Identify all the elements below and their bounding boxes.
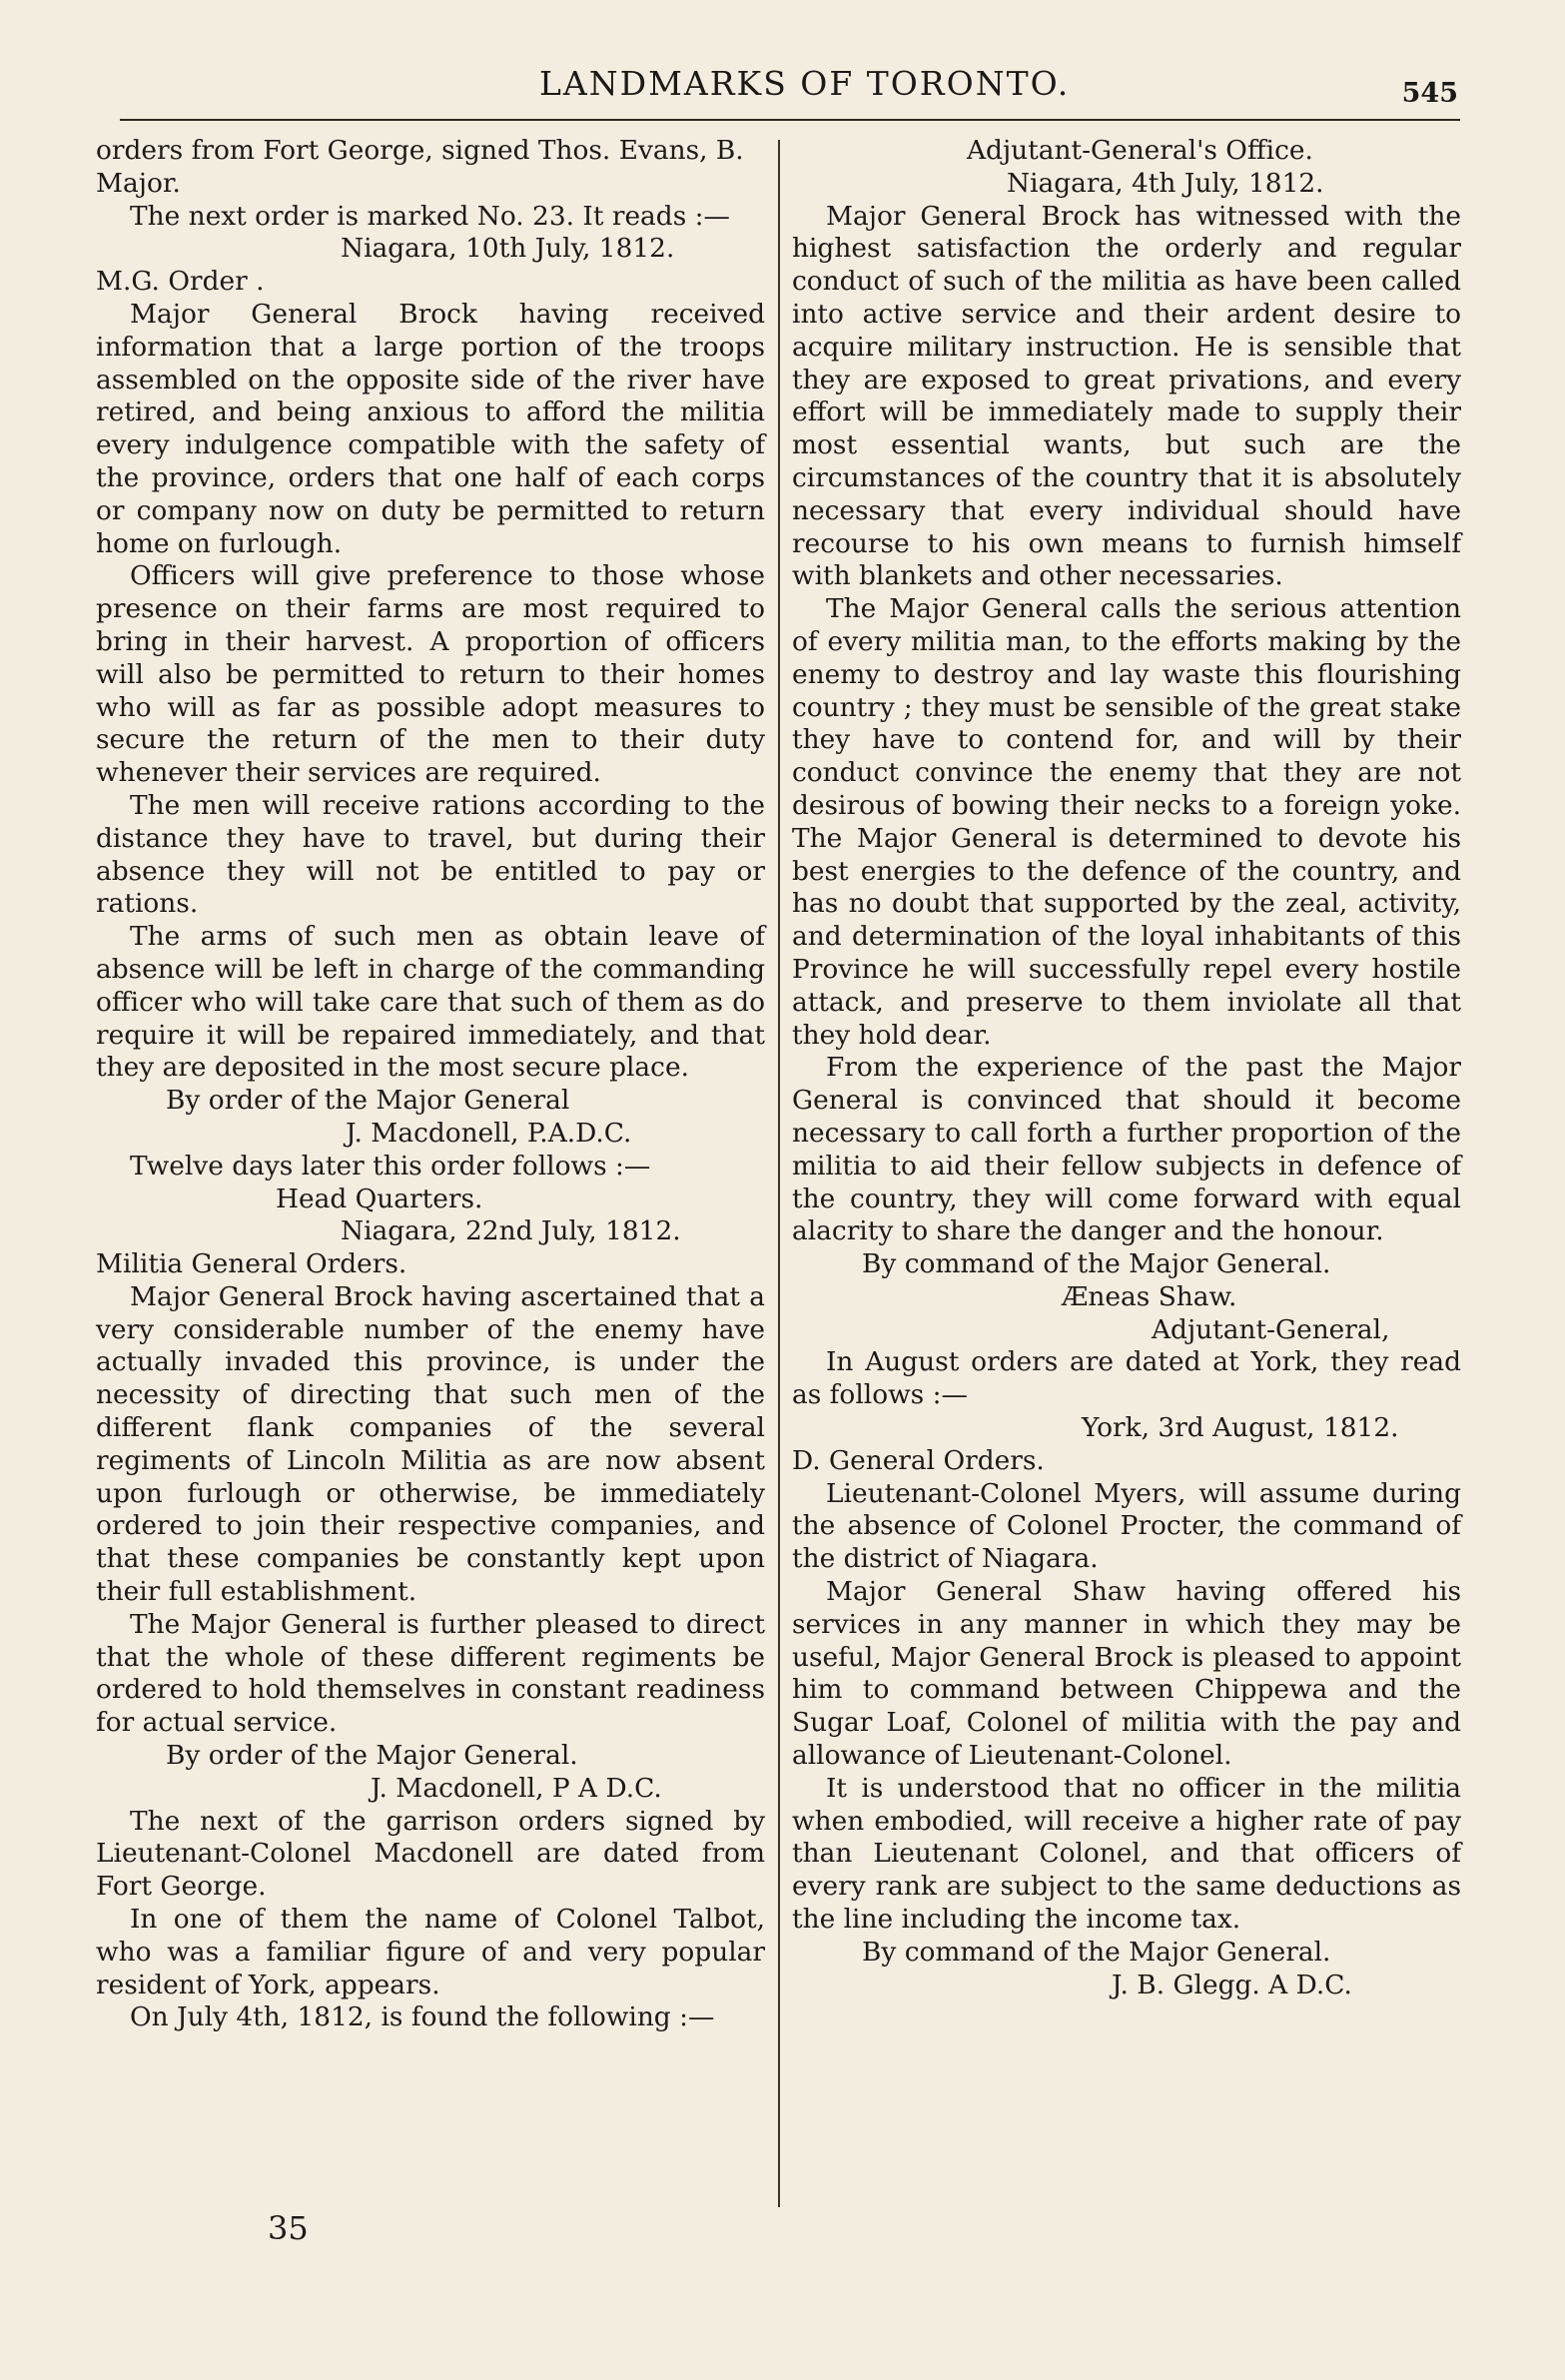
paragraph: The men will receive rations according to the distance they have to travel, but during their absence they will not be entitled to pay or rations.: [96, 789, 765, 920]
signature-mark: 35: [268, 2209, 309, 2247]
paragraph: Officers will give preference to those whose presence on their farms are most required to bring in their harvest. A proportion of officers will also be permitted to return to their homes who will as far as possible adopt measures to secure the return of the men to their duty whenever their services are required.: [96, 560, 765, 789]
right-column: [792, 135, 1461, 2001]
paragraph: Major General Shaw having offered his services in any manner in which they may be useful, Major General Brock is pleased to appoint him to command between Chippewa and the Sugar Loaf, Colonel of militia with the pay and allowance of Lieutenant-Colonel.: [792, 1576, 1461, 1772]
signatory: Æneas Shaw.: [1062, 1280, 1237, 1312]
paragraph: Twelve days later this order follows :—: [130, 1150, 651, 1182]
signatory: J. Macdonell, P.A.D.C.: [346, 1117, 632, 1149]
paragraph: The next order is marked No. 23. It reads :—: [130, 200, 730, 232]
running-title: LANDMARKS OF TORONTO.: [539, 64, 1071, 103]
paragraph: orders from Fort George, signed Thos. Evans, B. Major.: [96, 135, 744, 199]
signatory-title: Adjutant-General,: [1152, 1313, 1390, 1345]
paragraph: The next of the garrison orders signed by Lieutenant-Colonel Macdonell are dated from Fort George.: [96, 1805, 765, 1903]
heading: Adjutant-General's Office.: [967, 135, 1313, 166]
paragraph: It is understood that no officer in the militia when embodied, will receive a higher rate of pay than Lieutenant Colonel, and that officers of every rank are subject to the same deductions as the line including the income tax.: [792, 1772, 1461, 1936]
heading: Head Quarters.: [276, 1183, 483, 1214]
paragraph: In one of them the name of Colonel Talbot, who was a familiar figure of and very popular resident of York, appears.: [96, 1904, 765, 2000]
dateline: Niagara, 22nd July, 1812.: [341, 1215, 681, 1247]
paragraph: On July 4th, 1812, is found the following :—: [130, 2001, 715, 2033]
paragraph: Major General Brock having received information that a large portion of the troops assembled on the opposite side of the river have retired, and being anxious to afford the militia every indulgence compatible with the safety of the province, orders that one half of each corps or company now on duty be permitted to return home on furlough.: [96, 298, 765, 559]
order-byline: By command of the Major General.: [862, 1936, 1331, 1968]
order-byline: By order of the Major General.: [166, 1740, 578, 1772]
order-byline: By command of the Major General.: [862, 1248, 1331, 1280]
dateline: Niagara, 10th July, 1812.: [341, 233, 675, 265]
page-number: 545: [1401, 78, 1458, 109]
dateline: York, 3rd August, 1812.: [1082, 1412, 1399, 1444]
signatory: J. B. Glegg. A D.C.: [1112, 1969, 1352, 2000]
paragraph: Major General Brock having ascertained that a very considerable number of the enemy have actually invaded this province, is under the necessity of directing that such men of the different flank companies of the several regiments of Lincoln Militia as are now absent upon furlough or otherwise, be immediately ordered to join their respective companies, and that these companies be constantly kept upon their full establishment.: [96, 1280, 765, 1608]
order-heading: D. General Orders.: [792, 1444, 1045, 1476]
order-byline: By order of the Major General: [166, 1085, 570, 1117]
dateline: Niagara, 4th July, 1812.: [1007, 167, 1324, 199]
order-heading: M.G. Order .: [96, 266, 265, 298]
order-heading: Militia General Orders.: [96, 1248, 407, 1280]
paragraph: From the experience of the past the Major General is convinced that should it become necessary to call forth a further proportion of the militia to aid their fellow subjects in defence of the country, they will come forward with equal alacrity to share the danger and the honour.: [792, 1052, 1461, 1247]
paragraph: In August orders are dated at York, they read as follows :—: [792, 1346, 1461, 1411]
paragraph: The arms of such men as obtain leave of absence will be left in charge of the commanding officer who will take care that such of them as do require it will be repaired immediately, and that they are deposited in the most secure place.: [96, 921, 765, 1084]
paragraph: Lieutenant-Colonel Myers, will assume during the absence of Colonel Procter, the command of the district of Niagara.: [792, 1477, 1461, 1575]
signatory: J. Macdonell, P A D.C.: [371, 1772, 662, 1804]
left-column: [96, 135, 765, 2034]
column-divider: [778, 140, 780, 2207]
paragraph: The Major General calls the serious attention of every militia man, to the efforts making by the enemy to destroy and lay waste this flourishing country ; they must be sensible of the great stake they have to contend for, and will by their conduct convince the enemy that they are not desirous of bowing their necks to a foreign yoke. The Major General is determined to devote his best energies to the defence of the country, and has no doubt that supported by the zeal, activity, and determination of the loyal inhabitants of this Province he will successfully repel every hostile attack, and preserve to them inviolate all that they hold dear.: [792, 593, 1461, 1051]
paragraph: The Major General is further pleased to direct that the whole of these different regiments be ordered to hold themselves in constant readiness for actual service.: [96, 1608, 765, 1739]
header-rule: [120, 119, 1460, 121]
paragraph: Major General Brock has witnessed with the highest satisfaction the orderly and regular conduct of such of the militia as have been called into active service and their ardent desire to acquire military instruction. He is sensible that they are exposed to great privations, and every effort will be immediately made to supply their most essential wants, but such are the circumstances of the country that it is absolutely necessary that every individual should have recourse to his own means to furnish himself with blankets and other necessaries.: [792, 200, 1461, 592]
